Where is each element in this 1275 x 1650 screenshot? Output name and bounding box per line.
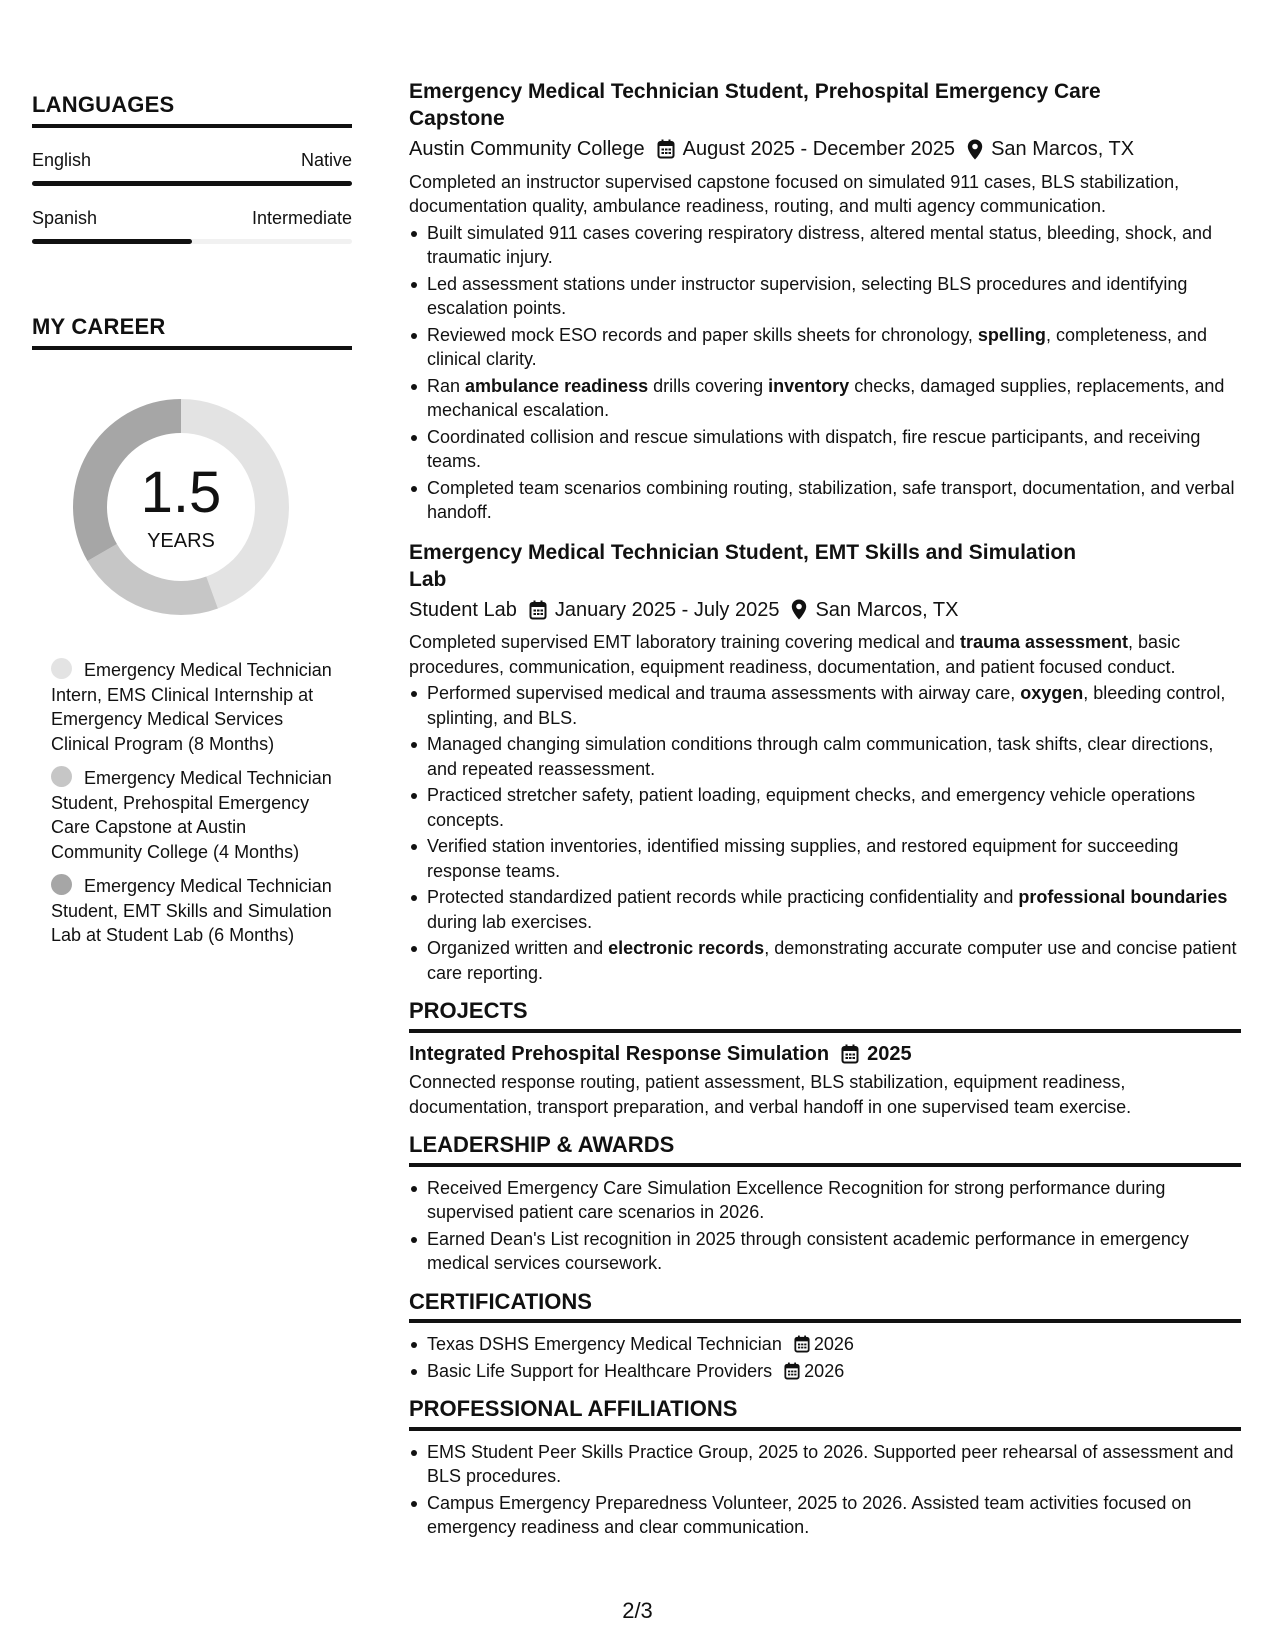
job-bullet: Verified station inventories, identified missing supplies, and restored equipment for succeeding response teams. <box>409 834 1241 883</box>
language-proficiency-fill <box>32 181 352 186</box>
right-column <box>409 78 1241 1542</box>
calendar-icon <box>657 139 675 159</box>
affiliations-list <box>409 1440 1241 1540</box>
job-bullet: Ran ambulance readiness drills covering inventory checks, damaged supplies, replacements, and mechanical escalation. <box>409 374 1241 423</box>
job-bullet: Coordinated collision and rescue simulations with dispatch, fire rescue participants, and receiving teams. <box>409 425 1241 474</box>
legend-dot <box>51 766 72 787</box>
job-bullet: Managed changing simulation conditions through calm communication, task shifts, clear directions, and repeated reassessment. <box>409 732 1241 781</box>
language-name: English <box>32 150 92 170</box>
career-section <box>32 314 352 948</box>
leadership-heading: LEADERSHIP & AWARDS <box>409 1133 1241 1167</box>
language-name: Spanish <box>32 208 98 228</box>
job-bullets <box>409 681 1241 985</box>
language-proficiency-bar <box>32 181 352 186</box>
job-meta <box>409 598 1241 623</box>
calendar-icon <box>841 1044 859 1064</box>
left-column <box>32 92 352 958</box>
job-description: Completed supervised EMT laboratory training covering medical and trauma assessment, basic procedures, communication, equipment readiness, documentation, and patient focused conduct. <box>409 632 1181 677</box>
languages-heading: LANGUAGES <box>32 92 352 128</box>
certification-name: Basic Life Support for Healthcare Providers <box>427 1360 773 1381</box>
career-legend-item <box>51 658 332 756</box>
legend-label: Emergency Medical Technician Student, EMT Skills and Simulation Lab at Student Lab (6 Months) <box>51 876 332 945</box>
location-pin-icon <box>967 139 983 160</box>
leadership-item: Earned Dean's List recognition in 2025 through consistent academic performance in emergency medical services coursework. <box>409 1227 1241 1276</box>
affiliation-item: EMS Student Peer Skills Practice Group, 2025 to 2026. Supported peer rehearsal of assessment and BLS procedures. <box>409 1440 1241 1489</box>
language-item <box>32 150 352 186</box>
experience-entry <box>409 539 1241 986</box>
job-meta <box>409 137 1241 162</box>
project-year: 2025 <box>867 1042 912 1065</box>
job-bullet: Reviewed mock ESO records and paper skills sheets for chronology, spelling, completeness, and clinical clarity. <box>409 323 1241 372</box>
emphasis-text: electronic records <box>608 938 765 958</box>
career-heading: MY CAREER <box>32 314 352 350</box>
language-proficiency-bar <box>32 239 352 244</box>
language-level: Native <box>300 150 352 170</box>
certification-item <box>409 1359 1241 1384</box>
certifications-heading: CERTIFICATIONS <box>409 1290 1241 1324</box>
affiliation-item: Campus Emergency Preparedness Volunteer, 2025 to 2026. Assisted team activities focused on emergency readiness and clear communication. <box>409 1491 1241 1540</box>
projects-heading: PROJECTS <box>409 999 1241 1033</box>
languages-section <box>32 92 352 244</box>
job-bullet: Performed supervised medical and trauma assessments with airway care, oxygen, bleeding control, splinting, and BLS. <box>409 681 1241 730</box>
language-level: Intermediate <box>251 208 352 228</box>
project-description: Connected response routing, patient assessment, BLS stabilization, equipment readiness, documentation, transport preparation, and verbal handoff in one supervised team exercise. <box>409 1072 1132 1117</box>
certification-item <box>409 1332 1241 1357</box>
donut-segment-2 <box>87 544 217 615</box>
job-description: Completed an instructor supervised capstone focused on simulated 911 cases, BLS stabilization, documentation quality, ambulance readiness, routing, and multi agency communication. <box>409 171 1180 216</box>
location-pin-icon <box>791 599 807 620</box>
job-bullet: Protected standardized patient records while practicing confidentiality and professional boundaries during lab exercises. <box>409 885 1241 934</box>
emphasis-text: oxygen <box>1020 683 1084 703</box>
job-bullet: Organized written and electronic records, demonstrating accurate computer use and concise patient care reporting. <box>409 936 1241 985</box>
job-bullets <box>409 221 1241 525</box>
language-proficiency-fill <box>32 239 192 244</box>
projects-section <box>409 999 1241 1119</box>
career-legend <box>32 658 332 948</box>
career-donut-chart <box>66 392 296 622</box>
emphasis-text: spelling <box>977 324 1046 345</box>
page-number: 2/3 <box>622 1598 653 1623</box>
project-title: Integrated Prehospital Response Simulation <box>409 1042 830 1065</box>
affiliations-heading: PROFESSIONAL AFFILIATIONS <box>409 1397 1241 1431</box>
job-title: Emergency Medical Technician Student, EMT Skills and Simulation Lab <box>409 540 1077 591</box>
career-legend-item <box>51 874 332 948</box>
leadership-item: Received Emergency Care Simulation Excellence Recognition for strong performance during supervised patient care scenarios in 2026. <box>409 1176 1241 1225</box>
legend-dot <box>51 658 72 679</box>
emphasis-text: ambulance readiness <box>465 375 649 396</box>
job-title: Emergency Medical Technician Student, Prehospital Emergency Care Capstone <box>409 80 1101 130</box>
emphasis-text: professional boundaries <box>1018 887 1228 907</box>
certifications-section <box>409 1290 1241 1384</box>
job-location: San Marcos, TX <box>815 598 959 621</box>
job-bullet: Completed team scenarios combining routing, stabilization, safe transport, documentation, and verbal handoff. <box>409 476 1241 525</box>
certification-year: 2026 <box>813 1334 854 1354</box>
certifications-list <box>409 1332 1241 1383</box>
certification-year: 2026 <box>804 1360 845 1381</box>
leadership-list <box>409 1176 1241 1276</box>
career-legend-item <box>51 766 332 864</box>
language-item <box>32 208 352 244</box>
calendar-icon <box>784 1362 800 1380</box>
legend-label: Emergency Medical Technician Student, Prehospital Emergency Care Capstone at Austin Community College (4 Months) <box>51 768 332 862</box>
job-location: San Marcos, TX <box>991 138 1135 160</box>
job-organization: Student Lab <box>409 598 517 621</box>
leadership-section <box>409 1133 1241 1276</box>
legend-label: Emergency Medical Technician Intern, EMS Clinical Internship at Emergency Medical Services Clinical Program (8 Months) <box>51 660 332 754</box>
job-bullet: Built simulated 911 cases covering respiratory distress, altered mental status, bleeding, shock, and traumatic injury. <box>409 221 1241 270</box>
calendar-icon <box>794 1335 810 1353</box>
certification-name: Texas DSHS Emergency Medical Technician <box>427 1334 782 1354</box>
job-dates: January 2025 - July 2025 <box>554 598 780 621</box>
job-bullet: Led assessment stations under instructor supervision, selecting BLS procedures and identifying escalation points. <box>409 272 1241 321</box>
legend-dot <box>51 874 72 895</box>
affiliations-section <box>409 1397 1241 1540</box>
job-organization: Austin Community College <box>409 138 645 160</box>
job-dates: August 2025 - December 2025 <box>682 138 956 160</box>
project-title-row <box>409 1042 1241 1067</box>
career-total-value: 1.5 <box>140 460 222 525</box>
calendar-icon <box>529 600 547 620</box>
experience-entry <box>409 78 1241 525</box>
job-bullet: Practiced stretcher safety, patient loading, equipment checks, and emergency vehicle operations concepts. <box>409 783 1241 832</box>
career-total-unit: YEARS <box>147 530 215 552</box>
emphasis-text: trauma assessment <box>959 632 1129 652</box>
emphasis-text: inventory <box>768 375 850 396</box>
